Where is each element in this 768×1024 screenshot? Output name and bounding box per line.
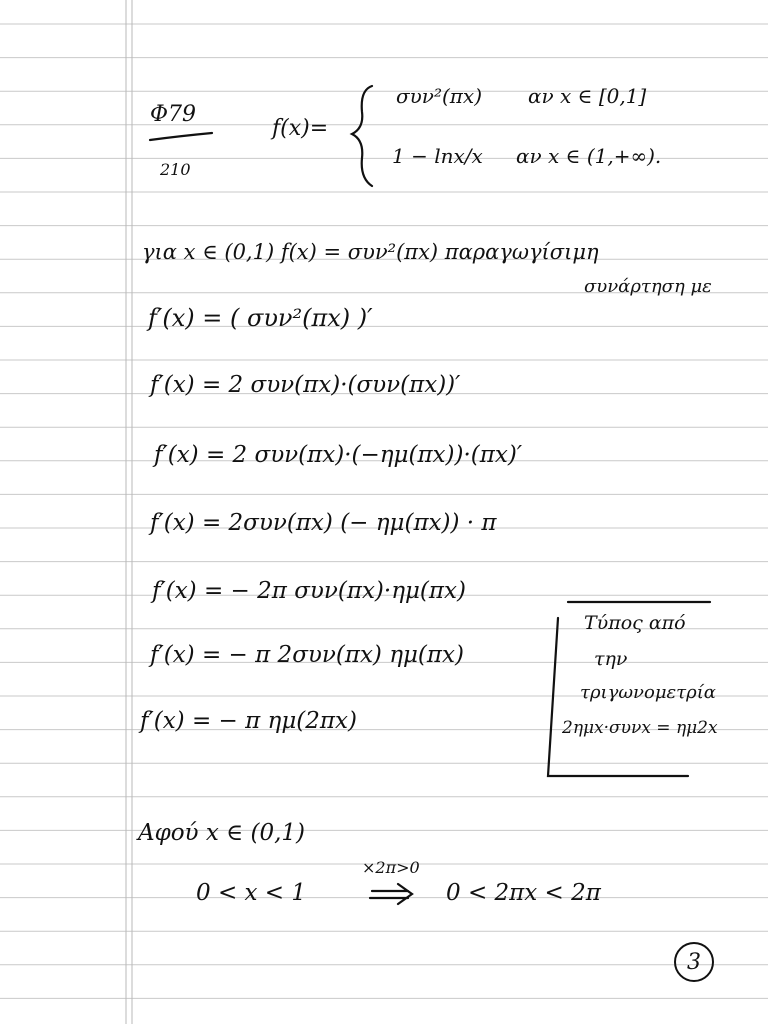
side-note-line-4: 2ημx·συνx = ημ2x [562,718,718,738]
derivation-step-1: f′(x) = ( συν²(πx) )′ [148,304,373,332]
piecewise-lhs: f(x)= [272,116,329,141]
piecewise-case2-condition: αν x ∈ (1,+∞). [516,144,662,168]
implication-label: ×2π>0 [362,858,420,877]
header-underline [150,133,212,140]
intro-line-1: για x ∈ (0,1) f(x) = συν²(πx) παραγωγίσιμη [142,240,599,264]
intro-line-2: συνάρτηση με [584,276,712,297]
side-note-line-3: τριγωνομετρία [580,682,716,703]
inequality-right: 0 < 2πx < 2π [446,880,601,906]
side-note-line-2: την [594,648,628,670]
conclusion-line-1: Αφού x ∈ (0,1) [138,820,305,846]
implies-arrow [370,884,412,904]
inequality-left: 0 < x < 1 [196,880,307,906]
piecewise-brace [352,86,372,186]
side-note-line-1: Τύπος από [584,612,686,634]
derivation-step-6: f′(x) = − π 2συν(πx) ημ(πx) [150,642,464,668]
exercise-label: Φ79 [150,102,197,127]
piecewise-case2-expr: 1 − lnx/x [392,144,483,168]
derivation-step-7: f′(x) = − π ημ(2πx) [140,708,357,734]
page-number: 3 [674,942,714,982]
derivation-step-3: f′(x) = 2 συν(πx)·(−ημ(πx))·(πx)′ [154,442,523,468]
derivation-step-5: f′(x) = − 2π συν(πx)·ημ(πx) [152,578,466,604]
derivation-step-4: f′(x) = 2συν(πx) (− ημ(πx)) · π [150,510,497,536]
derivation-step-2: f′(x) = 2 συν(πx)·(συν(πx))′ [150,372,461,398]
page-reference: 210 [160,160,191,179]
piecewise-case1-expr: συν²(πx) [396,84,483,108]
piecewise-case1-condition: αν x ∈ [0,1] [528,84,647,108]
